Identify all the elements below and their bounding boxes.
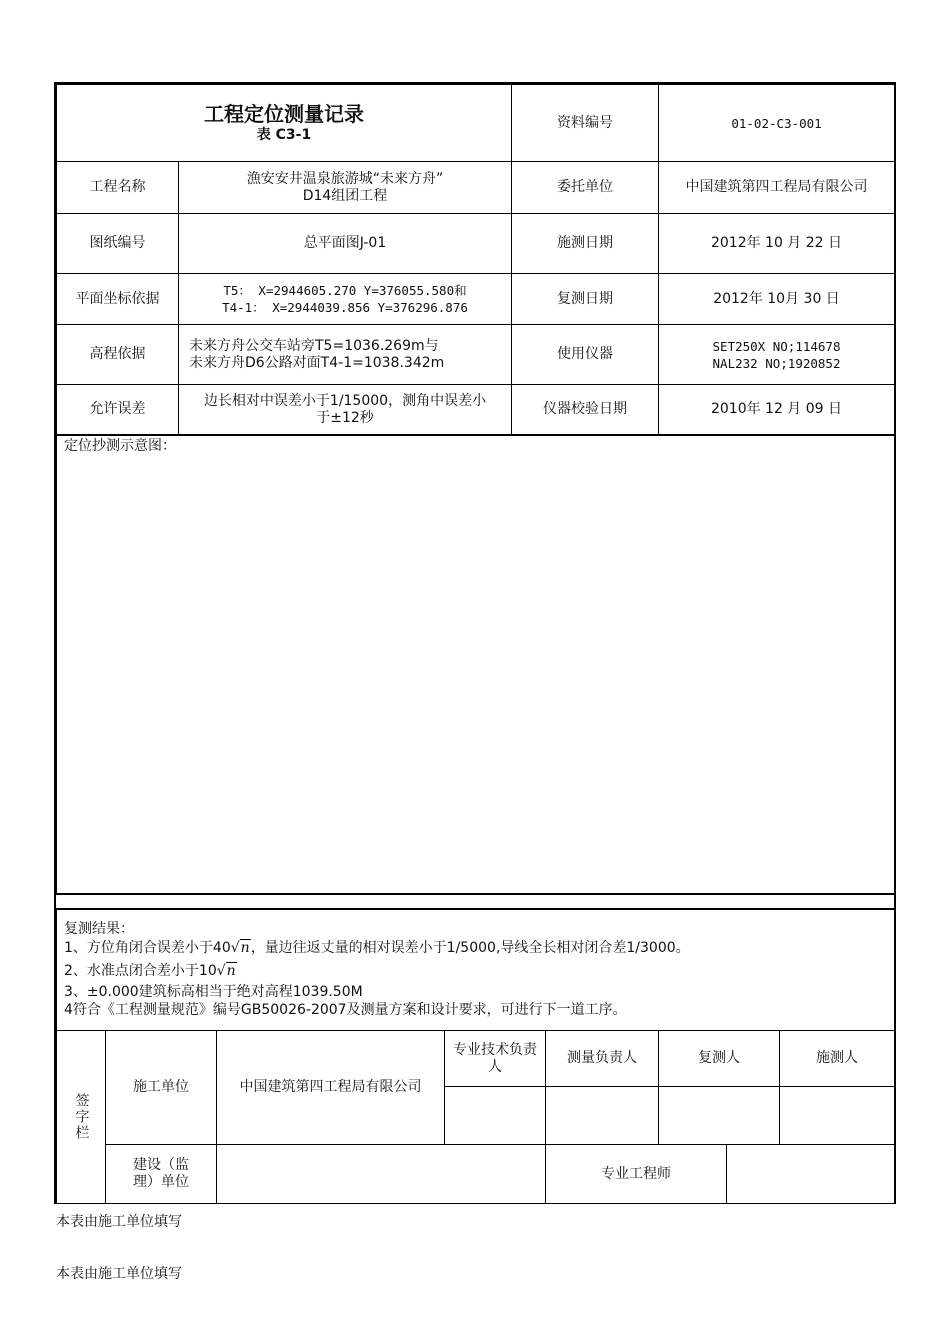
owner-label-text: 建设（监理）单位 xyxy=(133,1157,189,1190)
tolerance-value xyxy=(178,384,512,435)
surveyor-label: 施测人 xyxy=(779,1030,895,1087)
tolerance-label: 允许误差 xyxy=(56,384,179,435)
title-cell xyxy=(56,84,512,162)
project-name-label: 工程名称 xyxy=(56,161,179,214)
footer-note-2: 本表由施工单位填写 xyxy=(56,1266,182,1282)
results-heading: 复测结果： xyxy=(64,921,134,937)
plane-coord-value xyxy=(178,273,512,325)
results-line-1-post: ，量边往返丈量的相对误差小于1/5000,导线全长相对闭合差1/3000。 xyxy=(250,940,690,956)
elevation-basis-value xyxy=(178,324,512,385)
doc-no-label: 资料编号 xyxy=(511,84,659,162)
survey-lead-signature[interactable] xyxy=(545,1086,659,1145)
page-title: 工程定位测量记录 xyxy=(204,102,364,126)
instrument-line-2: NAL232 NO;1920852 xyxy=(712,355,841,371)
engineer-label: 专业工程师 xyxy=(545,1144,727,1204)
project-name-value xyxy=(178,161,512,214)
calibration-date-value: 2010年 12 月 09 日 xyxy=(658,384,895,435)
plane-coord-label: 平面坐标依据 xyxy=(56,273,179,325)
elevation-basis-line-2: 未来方舟D6公路对面T4-1=1038.342m xyxy=(189,354,445,371)
signature-section-text: 签字栏 xyxy=(73,1093,90,1141)
owner-label xyxy=(105,1144,217,1204)
sqrt-symbol-2: √ xyxy=(216,963,226,979)
resurvey-date-label: 复测日期 xyxy=(511,273,659,325)
results-line-1-pre: 1、方位角闭合误差小于40 xyxy=(64,940,231,956)
results-line-2-pre: 2、水准点闭合差小于10 xyxy=(64,963,217,979)
plane-coord-line-1: T5： X=2944605.270 Y=376055.580和 xyxy=(223,283,467,298)
results-line-2 xyxy=(64,962,237,980)
engineer-signature[interactable] xyxy=(726,1144,895,1204)
sqrt-var-1: n xyxy=(240,940,250,956)
instrument-line-1: SET250X NO;114678 xyxy=(712,338,841,354)
calibration-date-label: 仪器校验日期 xyxy=(511,384,659,435)
project-name-line-1: 漁安安井温泉旅游城“未来方舟” xyxy=(246,170,444,187)
resurvey-signature[interactable] xyxy=(658,1086,780,1145)
elevation-basis-line-1: 未来方舟公交车站旁T5=1036.269m与 xyxy=(189,337,439,354)
tolerance-line-1: 边长相对中误差小于1/15000，测角中误差小 xyxy=(203,392,487,409)
footer-note-1: 本表由施工单位填写 xyxy=(56,1214,182,1230)
sqrt-var-2: n xyxy=(226,963,236,979)
form-code: 表 C3-1 xyxy=(256,127,312,143)
resurvey-date-value: 2012年 10月 30 日 xyxy=(658,273,895,325)
results-line-3: 3、±0.000建筑标高相当于绝对高程1039.50M xyxy=(64,984,363,1000)
survey-date-label: 施测日期 xyxy=(511,213,659,274)
tolerance-line-2: 于±12秒 xyxy=(316,409,374,426)
surveyor-signature[interactable] xyxy=(779,1086,895,1145)
plane-coord-line-2: T4-1： X=2944039.856 Y=376296.876 xyxy=(222,300,468,315)
client-value: 中国建筑第四工程局有限公司 xyxy=(658,161,895,214)
signature-section-label xyxy=(56,1030,106,1204)
diagram-area xyxy=(56,434,895,895)
elevation-basis-label: 高程依据 xyxy=(56,324,179,385)
project-name-line-2: D14组团工程 xyxy=(302,187,388,204)
owner-name[interactable] xyxy=(216,1144,546,1204)
tech-lead-text: 专业技术负责人 xyxy=(453,1041,537,1075)
sqrt-symbol-1: √ xyxy=(230,940,240,956)
survey-lead-label: 测量负责人 xyxy=(545,1030,659,1087)
client-label: 委托单位 xyxy=(511,161,659,214)
drawing-no-value: 总平面图J-01 xyxy=(178,213,512,274)
resurvey-label: 复测人 xyxy=(658,1030,780,1087)
results-line-4: 4符合《工程测量规范》编号GB50026-2007及测量方案和设计要求，可进行下一道工序。 xyxy=(64,1002,627,1018)
instrument-label: 使用仪器 xyxy=(511,324,659,385)
doc-no-value: 01-02-C3-001 xyxy=(658,84,895,162)
survey-date-value: 2012年 10 月 22 日 xyxy=(658,213,895,274)
results-line-1 xyxy=(64,939,690,957)
instrument-value xyxy=(658,324,895,385)
builder-name: 中国建筑第四工程局有限公司 xyxy=(216,1030,445,1145)
builder-label: 施工单位 xyxy=(105,1030,217,1145)
diagram-label: 定位抄测示意图： xyxy=(64,438,176,454)
tech-lead-label xyxy=(444,1030,546,1087)
tech-lead-signature[interactable] xyxy=(444,1086,546,1145)
drawing-no-label: 图纸编号 xyxy=(56,213,179,274)
